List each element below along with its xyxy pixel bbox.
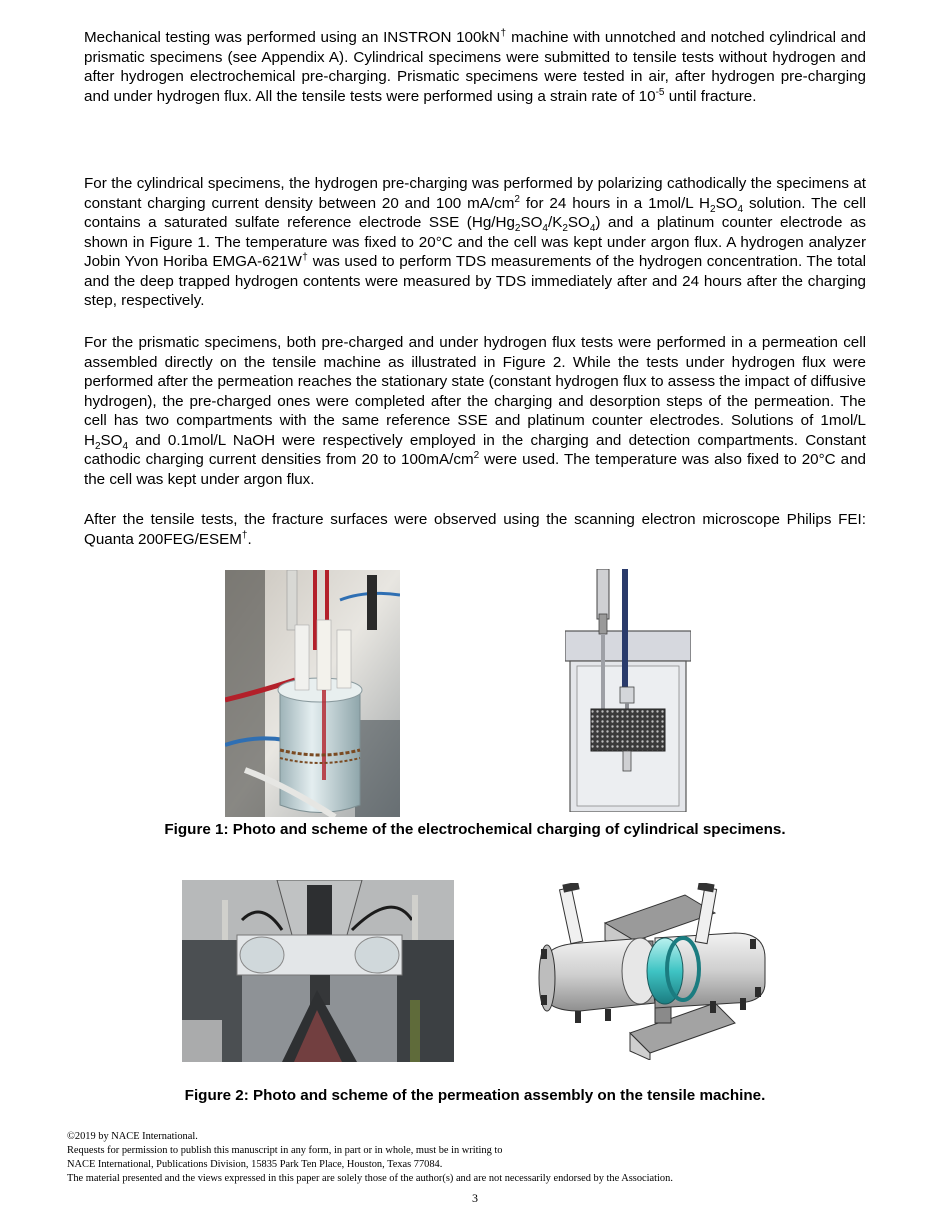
figure1-caption: Figure 1: Photo and scheme of the electrochemical charging of cylindrical specimens.: [164, 821, 786, 838]
subscript-2: 2: [710, 203, 716, 215]
p3-text-b: SO: [100, 431, 123, 449]
subscript-4: 4: [737, 203, 744, 215]
copyright-footer: [67, 1130, 673, 1186]
p2-text-b: for 24 hours in a 1mol/L H: [519, 194, 710, 212]
permeation-assembly-scheme: [535, 883, 769, 1060]
p2-text-f: /K: [547, 214, 563, 231]
electrochemical-cell-photo: [225, 570, 400, 817]
p2-text-h: ) and a platinum counter electrode as shown in Figure 1. The temperature was fixed to 20°C and the cell was kept under argon flux. A hydrogen analyzer Jobin Yvon Horiba EMGA-621W: [84, 214, 866, 270]
dagger-mark: †: [241, 529, 248, 541]
p2-text-d: solution. The cell contains a saturated sulfate reference electrode SSE (Hg/Hg: [84, 194, 866, 231]
exponent: -5: [655, 86, 665, 98]
p1-text-a: Mechanical testing was performed using an INSTRON 100kN: [84, 29, 500, 46]
figure2-photo: [182, 880, 454, 1062]
subscript-4: 4: [122, 440, 129, 452]
p1-text-c: until fracture.: [664, 87, 757, 105]
paragraph-prismatic-permeation: [84, 333, 866, 489]
p3-text-a: For the prismatic specimens, both pre-charged and under hydrogen flux tests were performed in a permeation cell assembled directly on the tensile machine as illustrated in Figure 2. While the tests under hydrogen flux were performed after the permeation reaches the stationary state (constant hydrogen flux to assess the impact of diffusive hydrogen), the pre-charged ones were completed after the charging and desorption steps of the permeation. The cell has two compartments with the same reference SSE and platinum counter electrodes. Solutions of 1mol/L H: [84, 334, 866, 449]
p3-text-c: and 0.1mol/L NaOH were respectively employed in the charging and detection compartments. Constant cathodic charging current densities from 20 to 100mA/cm: [84, 431, 866, 468]
footer-line-disclaimer: The material presented and the views expressed in this paper are solely those of the author(s) and are not necessarily endorsed by the Association.: [67, 1173, 673, 1184]
subscript-2: 2: [562, 223, 568, 235]
p2-text-e: SO: [520, 214, 543, 231]
paragraph-fracture-surfaces: [84, 510, 866, 549]
subscript-4: 4: [589, 223, 596, 235]
dagger-mark: †: [500, 27, 507, 39]
p2-text-g: SO: [567, 214, 590, 231]
p2-text-i: was used to perform TDS measurements of the hydrogen concentration. The total and the deep trapped hydrogen contents were measured by TDS immediately after and 24 hours after the charging step, respectively.: [84, 253, 867, 309]
p1-text-b: machine with unnotched and notched cylindrical and prismatic specimens (see Appendix A). Cylindrical specimens were submitted to tensile tests without hydrogen and after hydrogen electrochemical pre-charging. Prismatic specimens were tested in air, after hydrogen pre-charging and under hydrogen flux. All the tensile tests were performed using a strain rate of 10: [84, 29, 866, 105]
figure1-scheme: [565, 569, 691, 812]
superscript-2: 2: [473, 449, 480, 461]
p3-text-d: were used. The temperature was also fixed to 20°C and the cell was kept under argon flux.: [84, 451, 866, 488]
figure2-scheme: [535, 883, 769, 1060]
subscript-4: 4: [542, 223, 548, 235]
paragraph-mechanical-testing: [84, 28, 866, 106]
p4-text-b: .: [247, 530, 252, 548]
p2-text-c: SO: [715, 194, 738, 212]
permeation-assembly-photo: [182, 880, 454, 1062]
subscript-2: 2: [514, 223, 521, 235]
subscript-2: 2: [94, 440, 101, 452]
footer-line-address: NACE International, Publications Division, 15835 Park Ten Place, Houston, Texas 77084.: [67, 1159, 443, 1170]
superscript-2: 2: [514, 193, 520, 205]
dagger-mark: †: [301, 251, 309, 263]
footer-line-permission: Requests for permission to publish this manuscript in any form, in part or in whole, must be in writing to: [67, 1145, 503, 1156]
footer-line-copyright: ©2019 by NACE International.: [67, 1131, 198, 1142]
electrochemical-cell-scheme: [565, 569, 691, 812]
paragraph-cylindrical-charging: [84, 174, 866, 311]
p2-text-a: For the cylindrical specimens, the hydrogen pre-charging was performed by polarizing cathodically the specimens at constant charging current density between 20 and 100 mA/cm: [84, 175, 866, 212]
figure2-caption: Figure 2: Photo and scheme of the permeation assembly on the tensile machine.: [184, 1087, 766, 1104]
figure1-photo: [225, 570, 400, 817]
p4-text-a: After the tensile tests, the fracture surfaces were observed using the scanning electron microscope Philips FEI: Quanta 200FEG/ESEM: [84, 511, 866, 548]
page-number: 3: [472, 1191, 478, 1205]
